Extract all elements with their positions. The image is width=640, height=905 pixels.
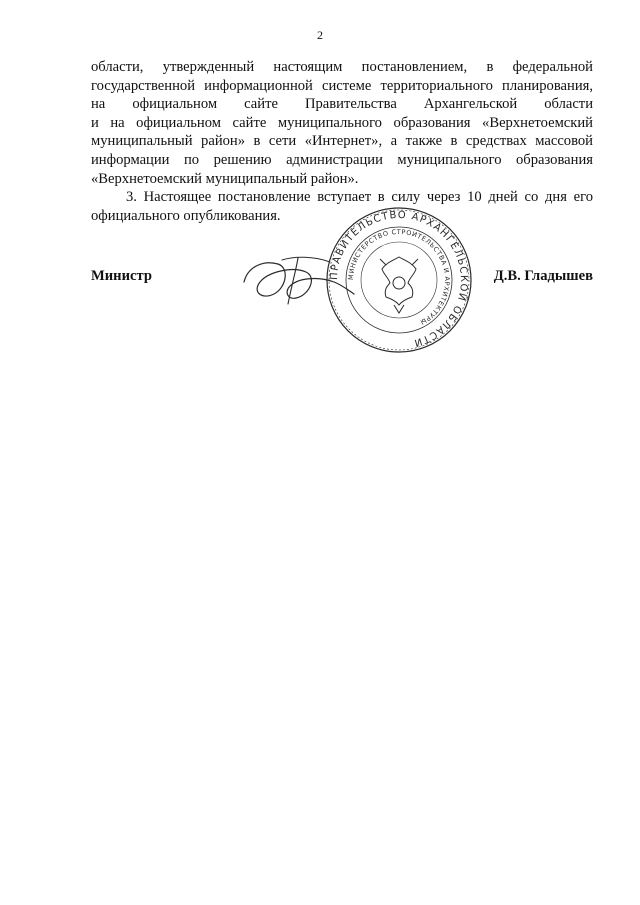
text-line: государственной информационной системе территориального планирования, bbox=[91, 77, 593, 94]
page-number: 2 bbox=[317, 28, 323, 42]
text-line: области, утвержденный настоящим постановлением, в федеральной bbox=[91, 59, 593, 75]
coat-of-arms-icon bbox=[380, 257, 418, 313]
text-line: 3. Настоящее постановление вступает в силу через 10 дней со дня его bbox=[126, 189, 593, 206]
seal-outer-text: ПРАВИТЕЛЬСТВО АРХАНГЕЛЬСКОЙ ОБЛАСТИ bbox=[328, 209, 470, 349]
text-line: официального опубликования. bbox=[91, 207, 281, 224]
signatory-title: Министр bbox=[91, 268, 152, 284]
seal-inner-text: МИНИСТЕРСТВО СТРОИТЕЛЬСТВА И АРХИТЕКТУРЫ bbox=[346, 227, 452, 327]
text-line: на официальном сайте Правительства Архангельской области bbox=[91, 96, 593, 113]
handwritten-signature bbox=[238, 238, 358, 310]
text-line: «Верхнетоемский муниципальный район». bbox=[91, 170, 359, 187]
text-line: информации по решению администрации муниципального образования bbox=[91, 151, 593, 168]
text-line: муниципальный район» в сети «Интернет», а также в средствах массовой bbox=[91, 133, 593, 150]
document-body bbox=[91, 58, 593, 225]
signatory-name: Д.В. Гладышев bbox=[493, 268, 593, 284]
text-line: и на официальном сайте муниципального образования «Верхнетоемский bbox=[91, 114, 593, 131]
